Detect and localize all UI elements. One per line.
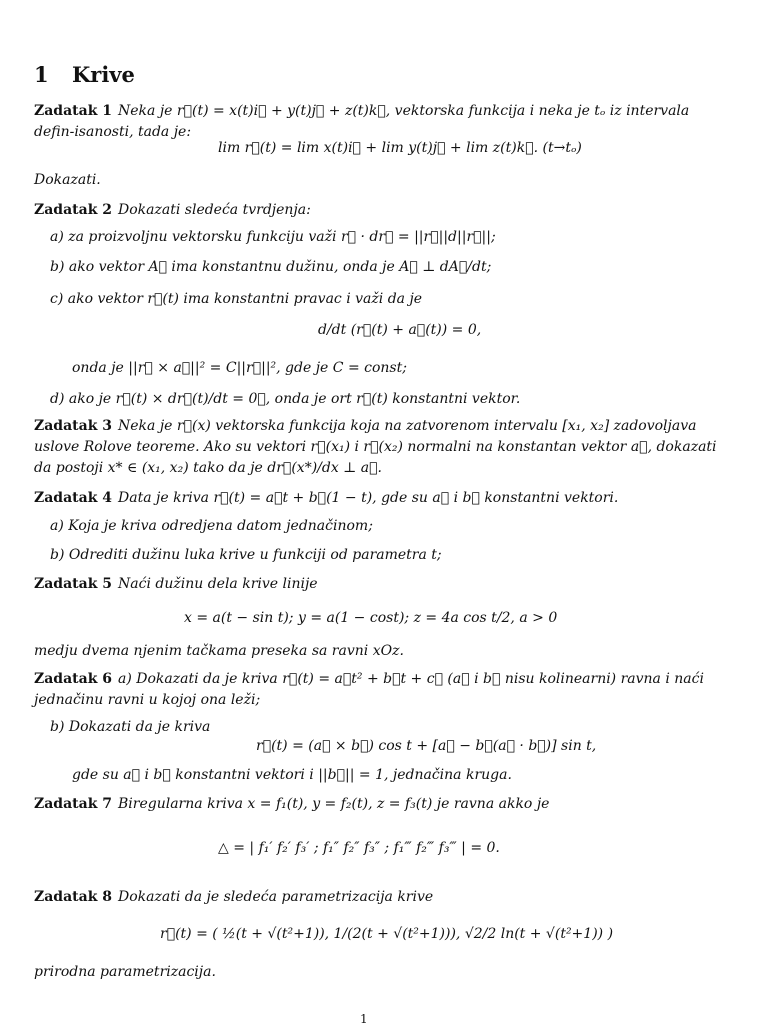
task-8 — [34, 887, 734, 908]
task-8-head: Zadatak 8 — [34, 889, 113, 905]
task-3 — [34, 416, 734, 479]
task-4 — [34, 488, 734, 509]
task-6-head: Zadatak 6 — [34, 671, 113, 687]
task-8-equation: r⃗(t) = ( ½(t + √(t²+1)), 1/(2(t + √(t²+1))), √2/2 ln(t + √(t²+1)) ) — [160, 926, 614, 942]
task-7 — [34, 794, 734, 815]
task-4-head: Zadatak 4 — [34, 490, 113, 506]
task-2-item-a: a) za proizvoljnu vektorsku funkciju važi r⃗ · dr⃗ = ||r⃗||d||r⃗||; — [50, 229, 496, 245]
task-2-text: Dokazati sledeća tvrdjenja: — [118, 202, 311, 218]
task-2-head: Zadatak 2 — [34, 202, 113, 218]
task-8-after: prirodna parametrizacija. — [34, 964, 216, 980]
task-4-text: Data je kriva r⃗(t) = a⃗t + b⃗(1 − t), gde su a⃗ i b⃗ konstantni vektori. — [118, 490, 619, 506]
task-1-after: Dokazati. — [34, 172, 101, 188]
task-1-head: Zadatak 1 — [34, 103, 113, 119]
section-number: 1 — [34, 62, 49, 87]
task-7-equation: △ = | f₁′ f₂′ f₃′ ; f₁″ f₂″ f₃″ ; f₁‴ f₂‴ f₃‴ | = 0. — [218, 840, 500, 856]
task-5-head: Zadatak 5 — [34, 576, 113, 592]
page-number: 1 — [360, 1012, 368, 1026]
task-5-after: medju dvema njenim tačkama preseka sa ravni xOz. — [34, 643, 404, 659]
task-5 — [34, 574, 734, 595]
task-2 — [34, 200, 734, 221]
task-6 — [34, 669, 734, 711]
task-4-item-b: b) Odrediti dužinu luka krive u funkciji od parametra t; — [50, 547, 442, 563]
task-6-text: a) Dokazati da je kriva r⃗(t) = a⃗t² + b⃗t + c⃗ (a⃗ i b⃗ nisu kolinearni) ravna i naći jednačinu ravni u kojoj ona leži; — [34, 671, 704, 708]
task-4-item-a: a) Koja je kriva odredjena datom jednačinom; — [50, 518, 373, 534]
task-5-text: Naći dužinu dela krive linije — [118, 576, 318, 592]
task-5-equation: x = a(t − sin t); y = a(1 − cost); z = 4a cos t/2, a > 0 — [184, 610, 558, 626]
section-title: Krive — [72, 62, 135, 87]
task-6-item-b: b) Dokazati da je kriva — [50, 719, 211, 735]
task-2-item-d: d) ako je r⃗(t) × dr⃗(t)/dt = 0⃗, onda je ort r⃗(t) konstantni vektor. — [50, 391, 521, 407]
task-1-equation: lim r⃗(t) = lim x(t)i⃗ + lim y(t)j⃗ + lim z(t)k⃗. (t→tₒ) — [218, 140, 582, 156]
task-7-head: Zadatak 7 — [34, 796, 113, 812]
task-3-text: Neka je r⃗(x) vektorska funkcija koja na zatvorenom intervalu [x₁, x₂] zadovoljava uslove Rolove teoreme. Ako su vektori r⃗(x₁) i r⃗(x₂) normalni na konstantan vektor a⃗, dokazati da postoji x* ∈ (x₁, x₂) tako da je dr⃗(x*)/dx ⊥ a⃗. — [34, 418, 717, 476]
task-1-text: Neka je r⃗(t) = x(t)i⃗ + y(t)j⃗ + z(t)k⃗, vektorska funkcija i neka je tₒ iz intervala defin-isanosti, tada je: — [34, 103, 690, 140]
task-2-item-c-after: onda je ||r⃗ × a⃗||² = C||r⃗||², gde je C = const; — [72, 360, 407, 376]
task-1 — [34, 101, 734, 143]
task-7-text: Biregularna kriva x = f₁(t), y = f₂(t), z = f₃(t) je ravna akko je — [118, 796, 550, 812]
task-6-item-b-after: gde su a⃗ i b⃗ konstantni vektori i ||b⃗|| = 1, jednačina kruga. — [72, 767, 512, 783]
task-2-item-c: c) ako vektor r⃗(t) ima konstantni pravac i važi da je — [50, 291, 423, 307]
task-6-equation: r⃗(t) = (a⃗ × b⃗) cos t + [a⃗ − b⃗(a⃗ · b⃗)] sin t, — [256, 738, 597, 754]
task-2-equation: d/dt (r⃗(t) + a⃗(t)) = 0, — [318, 322, 482, 338]
task-8-text: Dokazati da je sledeća parametrizacija krive — [118, 889, 434, 905]
section-heading — [34, 62, 135, 87]
task-3-head: Zadatak 3 — [34, 418, 113, 434]
task-2-item-b: b) ako vektor A⃗ ima konstantnu dužinu, onda je A⃗ ⊥ dA⃗/dt; — [50, 259, 492, 275]
